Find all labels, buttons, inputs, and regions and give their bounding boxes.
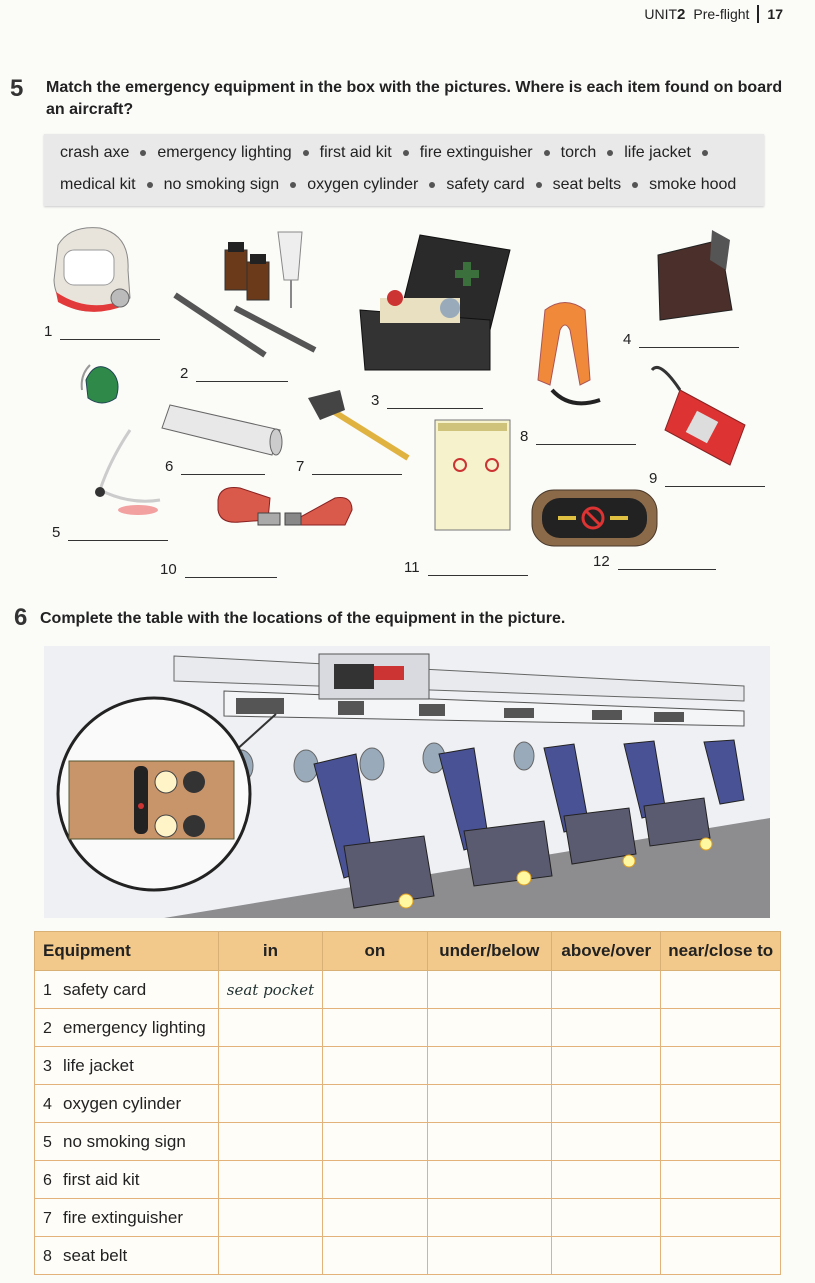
above-cell[interactable] (552, 1237, 661, 1275)
under-cell[interactable] (427, 1009, 552, 1047)
unit-label: UNIT2 (644, 5, 686, 23)
equipment-cell: 7 fire extinguisher (35, 1199, 219, 1237)
oxygen-mask-picture (82, 365, 118, 403)
in-cell[interactable]: seat pocket (218, 971, 322, 1009)
seat-picture (658, 230, 732, 320)
near-cell[interactable] (661, 1161, 781, 1199)
cabin-illustration (44, 646, 770, 918)
word-safety-card: safety card (446, 176, 525, 193)
under-cell[interactable] (427, 1199, 552, 1237)
page-number: 17 (767, 6, 783, 22)
safety-card-picture (435, 420, 510, 530)
on-cell[interactable] (323, 1047, 427, 1085)
col-near-close-to: near/close to (661, 932, 781, 971)
label-5: 5 (52, 524, 168, 541)
smoke-hood-picture (54, 228, 130, 312)
table-row (35, 971, 781, 1009)
above-cell[interactable] (552, 1009, 661, 1047)
label-1: 1 (44, 323, 160, 340)
header-divider (757, 5, 759, 23)
on-cell[interactable] (323, 1123, 427, 1161)
word-first-aid-kit: first aid kit (319, 144, 392, 161)
in-cell[interactable] (218, 1123, 322, 1161)
under-cell[interactable] (427, 1085, 552, 1123)
equipment-cell: 8 seat belt (35, 1237, 219, 1275)
on-cell[interactable] (323, 1161, 427, 1199)
near-cell[interactable] (661, 1123, 781, 1161)
above-cell[interactable] (552, 1161, 661, 1199)
page-header (644, 5, 783, 23)
label-7: 7 (296, 458, 402, 475)
word-smoke-hood: smoke hood (649, 176, 737, 193)
above-cell[interactable] (552, 1047, 661, 1085)
word-crash-axe: crash axe (60, 144, 130, 161)
under-cell[interactable] (427, 1161, 552, 1199)
above-cell[interactable] (552, 971, 661, 1009)
label-6: 6 (165, 458, 265, 475)
first-aid-kit-picture (360, 235, 510, 370)
cabin-picture (44, 646, 770, 918)
on-cell[interactable] (323, 1237, 427, 1275)
life-jacket-picture (538, 303, 600, 404)
medical-kit-picture (175, 232, 315, 355)
equipment-cell: 5 no smoking sign (35, 1123, 219, 1161)
table-row (35, 1047, 781, 1085)
word-medical-kit: medical kit (60, 176, 136, 193)
unit-title: Pre-flight (693, 6, 750, 22)
equipment-location-table (34, 931, 781, 1275)
oxygen-tube-picture (95, 430, 160, 515)
equipment-cell: 1 safety card (35, 971, 219, 1009)
near-cell[interactable] (661, 1047, 781, 1085)
equipment-cell: 3 life jacket (35, 1047, 219, 1085)
label-8: 8 (520, 428, 636, 445)
exercise-6-instruction: Complete the table with the locations of the equipment in the picture. (40, 610, 566, 627)
torch-picture (162, 405, 282, 455)
label-4: 4 (623, 331, 739, 348)
exercise-6-number: 6 (14, 604, 28, 631)
label-12: 12 (593, 553, 716, 570)
in-cell[interactable] (218, 1047, 322, 1085)
col-above-over: above/over (552, 932, 661, 971)
word-torch: torch (560, 144, 597, 161)
near-cell[interactable] (661, 1009, 781, 1047)
label-2: 2 (180, 365, 288, 382)
label-9: 9 (649, 470, 765, 487)
on-cell[interactable] (323, 1085, 427, 1123)
above-cell[interactable] (552, 1123, 661, 1161)
above-cell[interactable] (552, 1085, 661, 1123)
near-cell[interactable] (661, 1199, 781, 1237)
table-row (35, 1199, 781, 1237)
label-10: 10 (160, 561, 277, 578)
seat-belts-picture (218, 488, 352, 526)
in-cell[interactable] (218, 1199, 322, 1237)
equipment-cell: 4 oxygen cylinder (35, 1085, 219, 1123)
table-row (35, 1085, 781, 1123)
table-row (35, 1237, 781, 1275)
on-cell[interactable] (323, 1199, 427, 1237)
on-cell[interactable] (323, 1009, 427, 1047)
under-cell[interactable] (427, 971, 552, 1009)
word-fire-extinguisher: fire extinguisher (419, 144, 533, 161)
no-smoking-sign-picture (532, 490, 657, 546)
col-on: on (323, 932, 427, 971)
word-no-smoking-sign: no smoking sign (163, 176, 280, 193)
fire-extinguisher-picture (652, 368, 745, 466)
under-cell[interactable] (427, 1237, 552, 1275)
near-cell[interactable] (661, 971, 781, 1009)
word-life-jacket: life jacket (624, 144, 691, 161)
in-cell[interactable] (218, 1161, 322, 1199)
word-seat-belts: seat belts (552, 176, 622, 193)
in-cell[interactable] (218, 1085, 322, 1123)
near-cell[interactable] (661, 1085, 781, 1123)
col-under-below: under/below (427, 932, 552, 971)
under-cell[interactable] (427, 1047, 552, 1085)
word-box (44, 134, 764, 206)
under-cell[interactable] (427, 1123, 552, 1161)
label-11: 11 (404, 559, 528, 576)
equipment-cell: 2 emergency lighting (35, 1009, 219, 1047)
in-cell[interactable] (218, 1237, 322, 1275)
exercise-5-number: 5 (10, 75, 24, 102)
col-in: in (218, 932, 322, 971)
word-oxygen-cylinder: oxygen cylinder (307, 176, 419, 193)
near-cell[interactable] (661, 1237, 781, 1275)
equipment-cell: 6 first aid kit (35, 1161, 219, 1199)
table-row (35, 1123, 781, 1161)
exercise-5-instruction: Match the emergency equipment in the box with the pictures. Where is each item found on board an aircraft? (46, 79, 783, 118)
word-box-row-2 (60, 176, 736, 194)
word-emergency-lighting: emergency lighting (157, 144, 292, 161)
on-cell[interactable] (323, 971, 427, 1009)
above-cell[interactable] (552, 1199, 661, 1237)
table-row (35, 1009, 781, 1047)
table-row (35, 1161, 781, 1199)
equipment-pictures (40, 220, 780, 590)
in-cell[interactable] (218, 1009, 322, 1047)
col-equipment: Equipment (35, 932, 219, 971)
label-3: 3 (371, 392, 483, 409)
table-header-row (35, 932, 781, 971)
word-box-row-1 (60, 144, 719, 162)
